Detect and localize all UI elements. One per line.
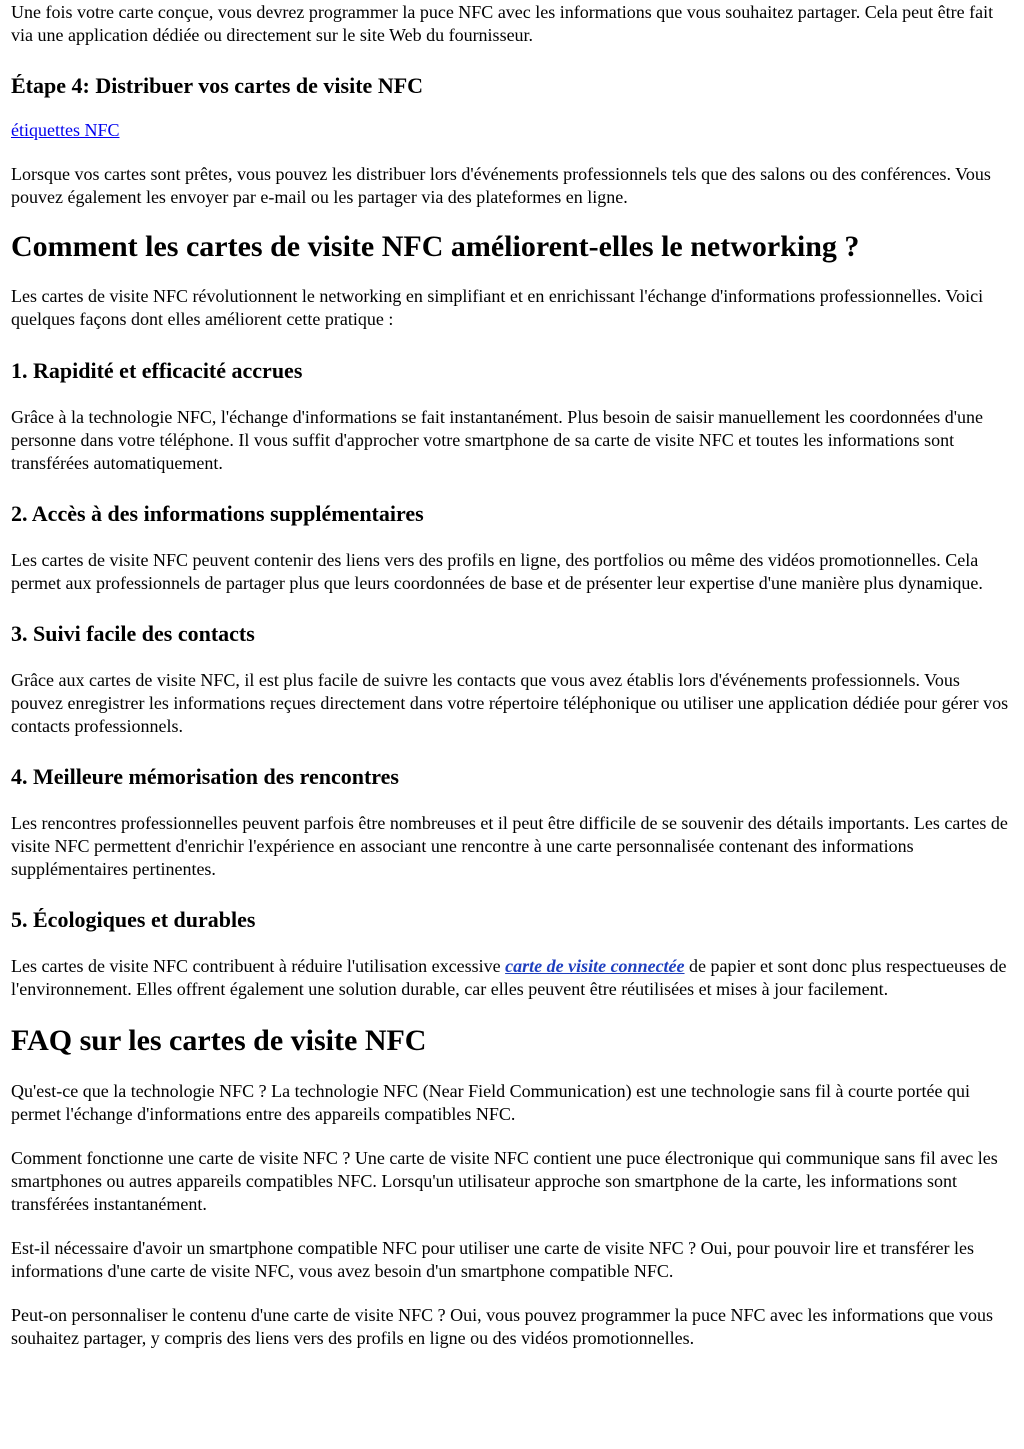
benefit-5-heading: 5. Écologiques et durables (11, 907, 256, 932)
intro-paragraph: Une fois votre carte conçue, vous devrez programmer la puce NFC avec les informations que vous souhaitez partager. Cela peut être fait via une application dédiée ou directement sur le site Web du fournisseur. (11, 2, 994, 45)
faq-item: Comment fonctionne une carte de visite NFC ? Une carte de visite NFC contient une puce électronique qui communique sans fil avec les smartphones ou autres appareils compatibles NFC. Lorsqu'un utilisateur approche son smartphone de la carte, les informations sont transférées instantanément. (11, 1148, 998, 1214)
benefit-1-text: Grâce à la technologie NFC, l'échange d'informations se fait instantanément. Plus besoin de saisir manuellement les coordonnées d'une personne dans votre téléphone. Il vous suffit d'approcher votre smartphone de sa carte de visite NFC et toutes les informations sont transférées automatiquement. (11, 407, 983, 473)
nfc-tags-link[interactable]: étiquettes NFC (11, 120, 120, 140)
benefit-5-text-before: Les cartes de visite NFC contribuent à réduire l'utilisation excessive (11, 956, 506, 976)
faq-item: Peut-on personnaliser le contenu d'une carte de visite NFC ? Oui, vous pouvez programmer la puce NFC avec les informations que vous souhaitez partager, y compris des liens vers des profils en ligne ou des vidéos promotionnelles. (11, 1305, 993, 1348)
benefit-3-heading: 3. Suivi facile des contacts (11, 621, 255, 646)
benefit-2-heading: 2. Accès à des informations supplémentaires (11, 501, 424, 526)
faq-item: Est-il nécessaire d'avoir un smartphone compatible NFC pour utiliser une carte de visite NFC ? Oui, pour pouvoir lire et transférer les informations d'une carte de visite NFC, vous avez besoin d'un smartphone compatible NFC. (11, 1238, 974, 1281)
networking-intro: Les cartes de visite NFC révolutionnent le networking en simplifiant et en enrichissant l'échange d'informations professionnelles. Voici quelques façons dont elles améliorent cette pratique : (11, 286, 984, 329)
networking-heading: Comment les cartes de visite NFC améliorent-elles le networking ? (11, 230, 860, 263)
step4-paragraph: Lorsque vos cartes sont prêtes, vous pouvez les distribuer lors d'événements professionnels tels que des salons ou des conférences. Vous pouvez également les envoyer par e-mail ou les partager via des plateformes en ligne. (11, 164, 991, 207)
benefit-1-heading: 1. Rapidité et efficacité accrues (11, 358, 303, 383)
benefit-3-text: Grâce aux cartes de visite NFC, il est plus facile de suivre les contacts que vous avez établis lors d'événements professionnels. Vous pouvez enregistrer les informations reçues directement dans votre répertoire téléphonique ou utiliser une application dédiée pour gérer vos contacts professionnels. (11, 670, 1009, 736)
benefit-5-text (11, 955, 1013, 1001)
document-page (0, 1, 1024, 1350)
benefit-4-text: Les rencontres professionnelles peuvent parfois être nombreuses et il peut être difficile de se souvenir des détails importants. Les cartes de visite NFC permettent d'enrichir l'expérience en associant une rencontre à une carte personnalisée contenant des informations supplémentaires pertinentes. (11, 813, 1008, 879)
connected-card-link[interactable]: carte de visite connectée (505, 956, 685, 976)
benefit-5-text-after: de papier et sont donc plus respectueuses de l'environnement. Elles offrent également une solution durable, car elles peuvent être réutilisées et mises à jour facilement. (11, 956, 1007, 999)
benefit-4-heading: 4. Meilleure mémorisation des rencontres (11, 764, 399, 789)
benefit-2-text: Les cartes de visite NFC peuvent contenir des liens vers des profils en ligne, des portfolios ou même des vidéos promotionnelles. Cela permet aux professionnels de partager plus que leurs coordonnées de base et de présenter leur expertise d'une manière plus dynamique. (11, 550, 983, 593)
step4-link-paragraph (11, 119, 1013, 142)
faq-heading: FAQ sur les cartes de visite NFC (11, 1024, 427, 1057)
faq-item: Qu'est-ce que la technologie NFC ? La technologie NFC (Near Field Communication) est une technologie sans fil à courte portée qui permet l'échange d'informations entre des appareils compatibles NFC. (11, 1081, 970, 1124)
step4-heading: Étape 4: Distribuer vos cartes de visite NFC (11, 73, 424, 98)
